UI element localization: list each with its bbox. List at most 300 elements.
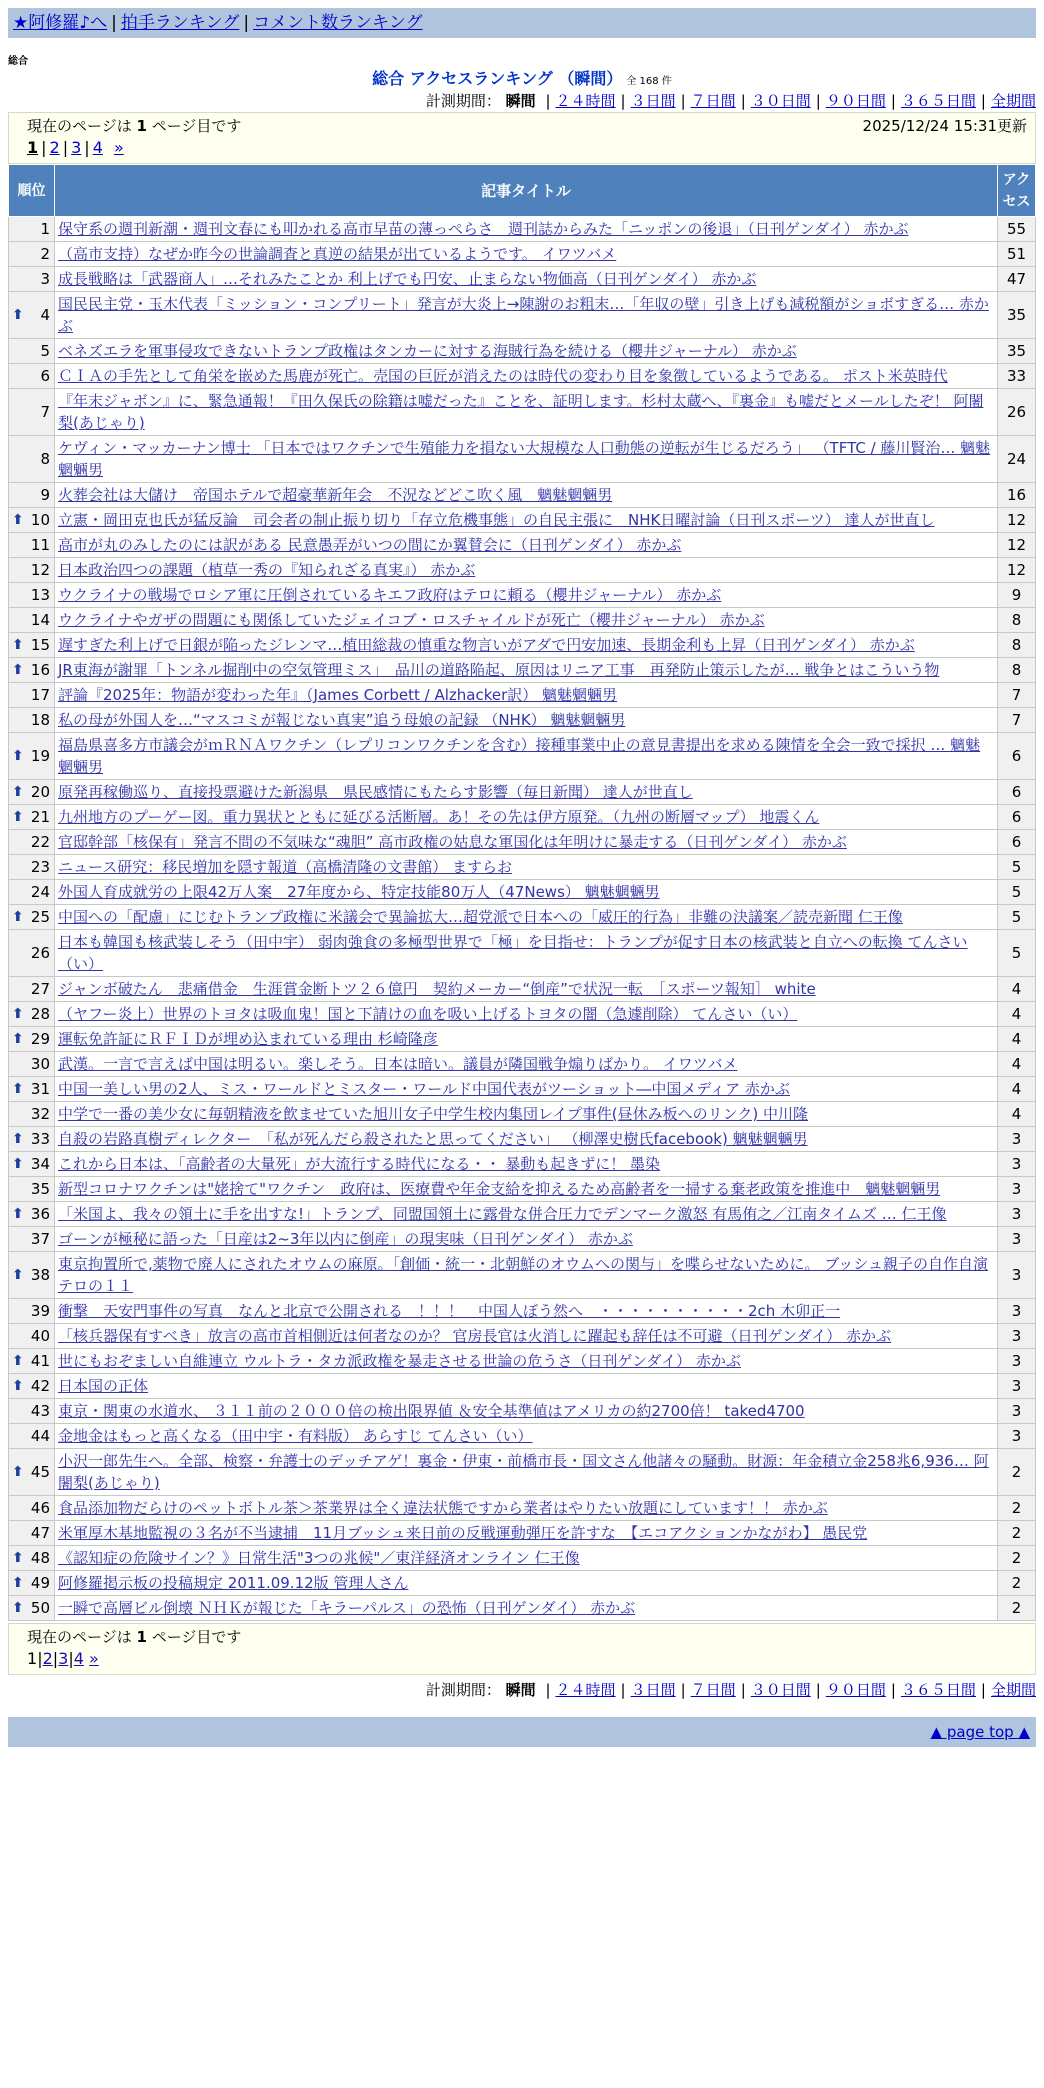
- access-count: 6: [998, 733, 1036, 780]
- pager-page-link[interactable]: 2: [49, 138, 60, 157]
- table-row: [9, 1202, 1036, 1227]
- period-separator: |: [620, 92, 626, 110]
- access-count: 26: [998, 389, 1036, 436]
- up-arrow-icon: ⬆: [12, 512, 24, 528]
- access-count: 3: [998, 1152, 1036, 1177]
- article-title-link[interactable]: 東京・関東の水道水、 ３１１前の２０００倍の検出限界値 ＆安全基準値はアメリカの約2700倍！ taked4700: [58, 1402, 805, 1420]
- page-info-top: [8, 112, 1036, 164]
- period-option-link[interactable]: ２４時間: [555, 92, 616, 110]
- table-row: [9, 533, 1036, 558]
- table-row: [9, 1002, 1036, 1027]
- rank-number: 31: [30, 1080, 50, 1098]
- period-selector: [8, 90, 1036, 112]
- page-title: 総合 アクセスランキング （瞬間）: [372, 69, 623, 88]
- period-option-link[interactable]: ３６５日間: [900, 1681, 976, 1699]
- rank-number: 2: [40, 245, 50, 263]
- article-title-link[interactable]: ウクライナの戦場でロシア軍に圧倒されているキエフ政府はテロに頼る（櫻井ジャーナル） 赤かぶ: [58, 586, 722, 604]
- rank-number: 49: [30, 1574, 50, 1592]
- period-separator: |: [740, 92, 746, 110]
- article-title-link[interactable]: 中国一美しい男の2人、ミス・ワールドとミスター・ワールド中国代表がツーショット―中国メディア 赤かぶ: [58, 1080, 790, 1098]
- up-arrow-icon: ⬆: [12, 662, 24, 678]
- title-cell: [55, 930, 998, 977]
- title-cell: [55, 267, 998, 292]
- table-row: [9, 780, 1036, 805]
- period-option-link[interactable]: ７日間: [690, 92, 736, 110]
- rank-cell: [9, 1299, 55, 1324]
- title-cell: [55, 1449, 998, 1496]
- header-access: アクセス: [998, 165, 1036, 217]
- article-title-link[interactable]: 遅すぎた利上げで日銀が陥ったジレンマ…植田総裁の慎重な物言いがアダで円安加速、長期金利も上昇（日刊ゲンダイ） 赤かぶ: [58, 636, 915, 654]
- article-title-link[interactable]: 一瞬で高層ビル倒壊 ＮＨＫが報じた「キラーパルス」の恐怖（日刊ゲンダイ） 赤かぶ: [58, 1599, 636, 1617]
- period-separator: |: [680, 92, 686, 110]
- rank-cell: [9, 339, 55, 364]
- period-option-link[interactable]: ７日間: [690, 1681, 736, 1699]
- access-count: 12: [998, 558, 1036, 583]
- rank-cell: [9, 830, 55, 855]
- rank-number: 32: [30, 1105, 50, 1123]
- article-title-link[interactable]: 火葬会社は大儲け 帝国ホテルで超豪華新年会 不況などどこ吹く風 魑魅魍魎男: [58, 486, 613, 504]
- rank-number: 38: [30, 1266, 50, 1284]
- rank-cell: [9, 1027, 55, 1052]
- rank-cell: [9, 389, 55, 436]
- article-title-link[interactable]: 九州地方のプーゲー図。重力異状とともに延びる活断層。あ！その先は伊方原発。（九州の断層マップ） 地震くん: [58, 808, 820, 826]
- rank-cell: [9, 1496, 55, 1521]
- period-option-link[interactable]: ３０日間: [750, 92, 811, 110]
- pager-next-link[interactable]: »: [113, 138, 124, 157]
- rank-cell: [9, 733, 55, 780]
- article-title-link[interactable]: 外国人育成就労の上限42万人案 27年度から、特定技能80万人（47News） 魑魅魍魎男: [58, 883, 660, 901]
- article-title-link[interactable]: （高市支持）なぜか昨今の世論調査と真逆の結果が出ているようです。 イワツバメ: [58, 245, 617, 263]
- period-option-link[interactable]: ３６５日間: [900, 92, 976, 110]
- page-info-bottom: [8, 1623, 1036, 1675]
- article-title-link[interactable]: JR東海が謝罪「トンネル掘削中の空気管理ミス」 品川の道路陥起、原因はリニア工事 再発防止策示したが… 戦争とはこういう物: [58, 661, 940, 679]
- table-row: [9, 1227, 1036, 1252]
- rank-number: 24: [30, 883, 50, 901]
- pager-page-link[interactable]: 3: [71, 138, 82, 157]
- rank-cell: [9, 292, 55, 339]
- period-label: 計測期間：: [425, 1681, 501, 1699]
- table-row: [9, 1152, 1036, 1177]
- article-title-link[interactable]: 阿修羅掲示板の投稿規定 2011.09.12版 管理人さん: [58, 1574, 409, 1592]
- table-row: [9, 633, 1036, 658]
- pager-separator: |: [52, 1649, 59, 1668]
- article-title-link[interactable]: 衝撃 天安門事件の写真 なんと北京で公開される ！！！ 中国人ぼう然へ ・・・・・・・・・・2ch 木卯正一: [58, 1302, 841, 1320]
- rank-number: 14: [30, 611, 50, 629]
- rank-number: 36: [30, 1205, 50, 1223]
- access-count: 3: [998, 1177, 1036, 1202]
- period-separator: |: [890, 92, 896, 110]
- article-title-link[interactable]: 中学で一番の美少女に毎朝精液を飲ませていた旭川女子中学生校内集団レイプ事件(昼休み板へのリンク) 中川隆: [58, 1105, 808, 1123]
- period-selector-bottom: [8, 1677, 1036, 1703]
- table-row: [9, 436, 1036, 483]
- article-title-link[interactable]: ウクライナやガザの問題にも関係していたジェイコブ・ロスチャイルドが死亡（櫻井ジャーナル） 赤かぶ: [58, 611, 765, 629]
- rank-cell: [9, 855, 55, 880]
- rank-number: 12: [30, 561, 50, 579]
- nav-separator: |: [111, 13, 117, 33]
- table-row: [9, 805, 1036, 830]
- table-row: [9, 977, 1036, 1002]
- article-title-link[interactable]: （ヤフー炎上）世界のトヨタは吸血鬼！国と下請けの血を吸い上げるトヨタの闇（急遽削除） てんさい（い）: [58, 1005, 798, 1023]
- table-row: [9, 217, 1036, 242]
- title-cell: [55, 708, 998, 733]
- article-title-link[interactable]: 成長戦略は「武器商人」…それみたことか 利上げでも円安、止まらない物価高（日刊ゲンダイ） 赤かぶ: [58, 270, 757, 288]
- pager-separator: |: [62, 138, 69, 157]
- up-arrow-icon: ⬆: [12, 1378, 24, 1394]
- title-cell: [55, 242, 998, 267]
- table-row: [9, 1571, 1036, 1596]
- access-count: 3: [998, 1202, 1036, 1227]
- nav-separator: |: [243, 13, 250, 33]
- access-count: 51: [998, 242, 1036, 267]
- access-count: 12: [998, 508, 1036, 533]
- access-count: 3: [998, 1324, 1036, 1349]
- table-row: [9, 1324, 1036, 1349]
- article-title-link[interactable]: 中国への「配慮」にじむトランプ政権に米議会で異論拡大…超党派で日本への「威圧的行為」非難の決議案／読売新聞 仁王像: [58, 908, 903, 926]
- up-arrow-icon: ⬆: [12, 1156, 24, 1172]
- title-cell: [55, 1052, 998, 1077]
- table-row: [9, 558, 1036, 583]
- rank-cell: [9, 1596, 55, 1621]
- period-option-link[interactable]: ３０日間: [750, 1681, 811, 1699]
- article-title-link[interactable]: 日本も韓国も核武装しそう（田中宇） 弱肉強食の多極型世界で「極」を目指せ：トランプが促す日本の核武装と自立への転換 てんさい（い）: [58, 933, 968, 973]
- period-option-link[interactable]: ２４時間: [555, 1681, 616, 1699]
- period-option-link[interactable]: 全期間: [990, 1681, 1036, 1699]
- up-arrow-icon: ⬆: [12, 1006, 24, 1022]
- title-cell: [55, 217, 998, 242]
- table-row: [9, 1077, 1036, 1102]
- table-row: [9, 880, 1036, 905]
- up-arrow-icon: ⬆: [12, 748, 24, 764]
- pager-page-link[interactable]: 3: [58, 1649, 69, 1668]
- current-page-text: [27, 115, 241, 137]
- rank-cell: [9, 805, 55, 830]
- nav-link-ashura[interactable]: ★阿修羅♪へ: [13, 13, 108, 33]
- access-count: 9: [998, 583, 1036, 608]
- article-title-link[interactable]: 高市が丸のみしたのには訳がある 民意愚弄がいつの間にか翼賛会に（日刊ゲンダイ） 赤かぶ: [58, 536, 682, 554]
- rank-number: 37: [30, 1230, 50, 1248]
- title-cell: [55, 977, 998, 1002]
- access-count: 8: [998, 608, 1036, 633]
- article-title-link[interactable]: 小沢一郎先生へ。全部、検察・弁護士のデッチアゲ！裏金・伊東・前橋市長・国文さん他諸々の騒動。財源：年金積立金258兆6,936… 阿闍梨(あじゃり): [58, 1452, 989, 1492]
- table-row: [9, 1052, 1036, 1077]
- pager-page-link[interactable]: 2: [42, 1649, 53, 1668]
- pager-separator: [106, 138, 111, 157]
- table-row: [9, 508, 1036, 533]
- article-title-link[interactable]: 私の母が外国人を…“マスコミが報じない真実”追う母娘の記録 （NHK） 魑魅魍魎男: [58, 711, 626, 729]
- title-cell: [55, 1152, 998, 1177]
- article-title-link[interactable]: 自殺の岩路真樹ディレクター 「私が死んだら殺されたと思ってください」 （柳澤史樹氏facebook) 魑魅魍魎男: [58, 1130, 808, 1148]
- current-page-text: [27, 1628, 241, 1646]
- article-title-link[interactable]: 立憲・岡田克也氏が猛反論 司会者の制止振り切り「存立危機事態」の自民主張に NHK日曜討論（日刊スポーツ） 達人が世直し: [58, 511, 935, 529]
- period-separator: |: [545, 92, 551, 110]
- rank-cell: [9, 930, 55, 977]
- rank-number: 39: [30, 1302, 50, 1320]
- rank-cell: [9, 1102, 55, 1127]
- title-cell: [55, 533, 998, 558]
- table-row: [9, 389, 1036, 436]
- article-title-link[interactable]: ゴーンが極秘に語った「日産は2~3年以内に倒産」の現実味（日刊ゲンダイ） 赤かぶ: [58, 1230, 633, 1248]
- rank-number: 28: [30, 1005, 50, 1023]
- rank-number: 8: [40, 450, 50, 468]
- article-title-link[interactable]: 保守系の週刊新潮・週刊文春にも叩かれる高市早苗の薄っぺらさ 週刊誌からみた「ニッポンの後退」（日刊ゲンダイ） 赤かぶ: [58, 220, 909, 238]
- article-title-link[interactable]: 福島県喜多方市議会がｍＲＮＡワクチン（レプリコンワクチンを含む）接種事業中止の意見書提出を求める陳情を全会一致で採択 … 魑魅魍魎男: [58, 736, 981, 776]
- rank-number: 41: [30, 1352, 50, 1370]
- title-cell: [55, 389, 998, 436]
- title-cell: [55, 880, 998, 905]
- article-title-link[interactable]: 日本政治四つの課題（植草一秀の『知られざる真実』） 赤かぶ: [58, 561, 476, 579]
- article-title-link[interactable]: 国民民主党・玉木代表「ミッション・コンプリート」発言が大炎上→陳謝のお粗末…「年収の壁」引き上げも減税額がショボすぎる… 赤かぶ: [58, 295, 989, 335]
- table-row: [9, 1374, 1036, 1399]
- access-count: 3: [998, 1252, 1036, 1299]
- title-cell: [55, 1399, 998, 1424]
- rank-number: 13: [30, 586, 50, 604]
- up-arrow-icon: ⬆: [12, 1550, 24, 1566]
- rank-number: 3: [40, 270, 50, 288]
- rank-cell: [9, 1399, 55, 1424]
- pager-page-link[interactable]: 4: [92, 138, 103, 157]
- footer-bar: [8, 1717, 1036, 1747]
- pager-current-page: 1: [27, 1649, 38, 1668]
- table-row: [9, 339, 1036, 364]
- access-count: 4: [998, 1002, 1036, 1027]
- page-prefix: 現在のページは: [27, 117, 132, 135]
- title-cell: [55, 292, 998, 339]
- table-row: [9, 1252, 1036, 1299]
- rank-cell: [9, 977, 55, 1002]
- period-option-link[interactable]: 全期間: [990, 92, 1036, 110]
- rank-number: 9: [40, 486, 50, 504]
- table-row: [9, 1102, 1036, 1127]
- up-arrow-icon: ⬆: [12, 637, 24, 653]
- up-arrow-icon: ⬆: [12, 809, 24, 825]
- article-title-link[interactable]: 金地金はもっと高くなる（田中宇・有料版） あらすじ てんさい（い）: [58, 1427, 533, 1445]
- period-separator: |: [815, 1681, 821, 1699]
- access-count: 55: [998, 217, 1036, 242]
- rank-number: 50: [30, 1599, 50, 1617]
- article-title-link[interactable]: 世にもおぞましい自維連立 ウルトラ・タカ派政権を暴走させる世論の危うさ（日刊ゲンダイ） 赤かぶ: [58, 1352, 741, 1370]
- table-row: [9, 1177, 1036, 1202]
- article-title-link[interactable]: ＣＩＡの手先として角栄を嵌めた馬鹿が死亡。売国の巨匠が消えたのは時代の変わり目を象徴しているようである。 ポスト米英時代: [58, 367, 948, 385]
- table-row: [9, 1127, 1036, 1152]
- pager-page-link[interactable]: 4: [73, 1649, 84, 1668]
- title-cell: [55, 1202, 998, 1227]
- access-count: 3: [998, 1299, 1036, 1324]
- article-title-link[interactable]: 「核兵器保有すべき」放言の高市首相側近は何者なのか？ 官房長官は火消しに躍起も辞任は不可避（日刊ゲンダイ） 赤かぶ: [58, 1327, 892, 1345]
- table-row: [9, 483, 1036, 508]
- article-title-link[interactable]: 米軍厚木基地監視の３名が不当逮捕 11月ブッシュ来日前の反戦運動弾圧を許すな 【エコアクションかながわ】 愚民党: [58, 1524, 868, 1542]
- up-arrow-icon: ⬆: [12, 1206, 24, 1222]
- title-cell: [55, 339, 998, 364]
- ranking-heading: [8, 68, 1036, 90]
- access-count: 35: [998, 292, 1036, 339]
- table-row: [9, 292, 1036, 339]
- title-cell: [55, 905, 998, 930]
- rank-cell: [9, 267, 55, 292]
- pager-separator: |: [37, 1649, 43, 1668]
- access-count: 7: [998, 708, 1036, 733]
- pager-separator: |: [84, 138, 90, 157]
- pager-next-link[interactable]: »: [89, 1649, 99, 1668]
- table-row: [9, 1424, 1036, 1449]
- access-count: 4: [998, 1077, 1036, 1102]
- header-rank: 順位: [9, 165, 55, 217]
- table-row: [9, 608, 1036, 633]
- title-cell: [55, 1252, 998, 1299]
- access-count: 6: [998, 805, 1036, 830]
- access-count: 6: [998, 830, 1036, 855]
- rank-number: 15: [30, 636, 50, 654]
- article-title-link[interactable]: 《認知症の危険サイン？》日常生活"3つの兆候"／東洋経済オンライン 仁王像: [58, 1549, 580, 1567]
- article-title-link[interactable]: これから日本は、「高齢者の大量死」が大流行する時代になる・・ 暴動も起きずに！ 墨染: [58, 1155, 661, 1173]
- period-option-link[interactable]: ３日間: [630, 1681, 676, 1699]
- access-count: 5: [998, 855, 1036, 880]
- table-row: [9, 1546, 1036, 1571]
- table-row: [9, 733, 1036, 780]
- table-row: [9, 683, 1036, 708]
- pagination: [27, 1648, 1027, 1670]
- access-count: 6: [998, 780, 1036, 805]
- access-count: 7: [998, 683, 1036, 708]
- rank-cell: [9, 558, 55, 583]
- rank-cell: [9, 1349, 55, 1374]
- title-cell: [55, 780, 998, 805]
- period-separator: |: [980, 92, 986, 110]
- table-row: [9, 267, 1036, 292]
- title-cell: [55, 436, 998, 483]
- article-title-link[interactable]: ケヴィン・マッカーナン博士 「日本ではワクチンで生殖能力を損ない大規模な人口動態の逆転が生じるだろう」 （TFTC / 藤川賢治… 魑魅魍魎男: [58, 439, 991, 479]
- article-title-link[interactable]: 新型コロナワクチンは"姥捨て"ワクチン 政府は、医療費や年金支給を抑えるため高齢者を一掃する棄老政策を推進中 魑魅魍魎男: [58, 1180, 941, 1198]
- access-count: 8: [998, 658, 1036, 683]
- rank-cell: [9, 1424, 55, 1449]
- article-title-link[interactable]: ベネズエラを軍事侵攻できないトランプ政権はタンカーに対する海賊行為を続ける（櫻井ジャーナル） 赤かぶ: [58, 342, 797, 360]
- title-cell: [55, 733, 998, 780]
- period-label: 計測期間：: [425, 92, 501, 110]
- rank-number: 45: [30, 1463, 50, 1481]
- up-arrow-icon: ⬆: [12, 784, 24, 800]
- access-count: 35: [998, 339, 1036, 364]
- nav-link-applause-ranking[interactable]: 拍手ランキング: [120, 13, 240, 33]
- rank-number: 29: [30, 1030, 50, 1048]
- article-title-link[interactable]: 官邸幹部「核保有」発言不問の不気味な“魂胆” 高市政権の姑息な軍国化は年明けに暴走する（日刊ゲンダイ） 赤かぶ: [58, 833, 847, 851]
- rank-number: 17: [30, 686, 50, 704]
- article-title-link[interactable]: 東京拘置所で,薬物で廃人にされたオウムの麻原。「創価・統一・北朝鮮のオウムへの関与」を喋らせないために。 ブッシュ親子の自作自演テロの１１: [58, 1255, 988, 1295]
- article-title-link[interactable]: 日本国の正体: [58, 1377, 149, 1395]
- rank-number: 30: [30, 1055, 50, 1073]
- access-count: 4: [998, 977, 1036, 1002]
- period-option-link[interactable]: ９０日間: [825, 1681, 886, 1699]
- title-cell: [55, 364, 998, 389]
- period-separator: |: [545, 1681, 551, 1699]
- access-count: 4: [998, 1052, 1036, 1077]
- table-row: [9, 1521, 1036, 1546]
- top-nav: [8, 8, 1036, 38]
- article-title-link[interactable]: 原発再稼働巡り、直接投票避けた新潟県 県民感情にもたらす影響（毎日新聞） 達人が世直し: [58, 783, 693, 801]
- rank-cell: [9, 483, 55, 508]
- rank-cell: [9, 508, 55, 533]
- article-title-link[interactable]: 食品添加物だらけのペットボトル茶＞茶業界は全く違法状態ですから業者はやりたい放題にしています！！ 赤かぶ: [58, 1499, 828, 1517]
- rank-cell: [9, 436, 55, 483]
- up-arrow-icon: ⬆: [12, 1031, 24, 1047]
- rank-number: 18: [30, 711, 50, 729]
- rank-cell: [9, 1546, 55, 1571]
- article-title-link[interactable]: 『年末ジャボン』に、緊急通報！『田久保氏の除籍は嘘だった』ことを、証明します。杉村太蔵へ、『裏金』も嘘だとメールしたぞ！ 阿闍梨(あじゃり): [58, 392, 984, 432]
- article-title-link[interactable]: 武漢。一言で言えば中国は明るい。楽しそう。日本は暗い。議員が隣国戦争煽りばかり。 イワツバメ: [58, 1055, 738, 1073]
- table-row: [9, 1449, 1036, 1496]
- title-cell: [55, 1077, 998, 1102]
- rank-cell: [9, 608, 55, 633]
- rank-number: 44: [30, 1427, 50, 1445]
- pagination: [27, 137, 1027, 159]
- rank-cell: [9, 1152, 55, 1177]
- page-top-link[interactable]: ▲ page top ▲: [930, 1723, 1030, 1741]
- rank-number: 16: [30, 661, 50, 679]
- article-title-link[interactable]: ニュース研究：移民増加を隠す報道（高橋清隆の文書館） ますらお: [58, 858, 513, 876]
- title-cell: [55, 1571, 998, 1596]
- title-cell: [55, 1349, 998, 1374]
- access-count: 24: [998, 436, 1036, 483]
- rank-number: 42: [30, 1377, 50, 1395]
- title-cell: [55, 1027, 998, 1052]
- title-cell: [55, 1546, 998, 1571]
- total-count: 全 168 件: [626, 76, 672, 87]
- up-arrow-icon: ⬆: [12, 1353, 24, 1369]
- rank-cell: [9, 1449, 55, 1496]
- rank-cell: [9, 780, 55, 805]
- rank-cell: [9, 1177, 55, 1202]
- title-cell: [55, 683, 998, 708]
- rank-cell: [9, 242, 55, 267]
- period-option-link[interactable]: ３日間: [630, 92, 676, 110]
- period-separator: |: [680, 1681, 686, 1699]
- table-row: [9, 1496, 1036, 1521]
- table-row: [9, 830, 1036, 855]
- article-title-link[interactable]: 評論『2025年：物語が変わった年』（James Corbett / Alzhacker訳） 魑魅魍魎男: [58, 686, 618, 704]
- period-option-link[interactable]: ９０日間: [825, 92, 886, 110]
- rank-number: 40: [30, 1327, 50, 1345]
- table-row: [9, 930, 1036, 977]
- title-cell: [55, 1324, 998, 1349]
- title-cell: [55, 1596, 998, 1621]
- up-arrow-icon: ⬆: [12, 909, 24, 925]
- access-count: 3: [998, 1127, 1036, 1152]
- title-cell: [55, 830, 998, 855]
- article-title-link[interactable]: 「米国よ、我々の領土に手を出すな!」トランプ、同盟国領土に露骨な併合圧力でデンマーク激怒 有馬侑之／江南タイムズ … 仁王像: [58, 1205, 947, 1223]
- table-row: [9, 242, 1036, 267]
- rank-cell: [9, 633, 55, 658]
- article-title-link[interactable]: 運転免許証にＲＦＩＤが埋め込まれている理由 杉崎隆彦: [58, 1030, 438, 1048]
- up-arrow-icon: ⬆: [12, 1575, 24, 1591]
- period-current: 瞬間: [505, 1681, 536, 1699]
- page-number: 1: [136, 117, 147, 135]
- rank-number: 20: [30, 783, 50, 801]
- rank-cell: [9, 683, 55, 708]
- rank-cell: [9, 583, 55, 608]
- nav-link-comment-ranking[interactable]: コメント数ランキング: [253, 13, 423, 33]
- rank-number: 5: [40, 342, 50, 360]
- rank-number: 27: [30, 980, 50, 998]
- rank-cell: [9, 1571, 55, 1596]
- article-title-link[interactable]: ジャンボ破たん 悲痛借金 生涯賞金断トツ２６億円 契約メーカー“倒産”で状況一転 ［スポーツ報知］ white: [58, 980, 816, 998]
- rank-number: 33: [30, 1130, 50, 1148]
- up-arrow-icon: ⬆: [12, 1267, 24, 1283]
- page-suffix: ページ目です: [151, 117, 242, 135]
- access-count: 3: [998, 1374, 1036, 1399]
- up-arrow-icon: ⬆: [12, 1131, 24, 1147]
- access-count: 8: [998, 633, 1036, 658]
- table-row: [9, 583, 1036, 608]
- rank-cell: [9, 1202, 55, 1227]
- title-cell: [55, 1002, 998, 1027]
